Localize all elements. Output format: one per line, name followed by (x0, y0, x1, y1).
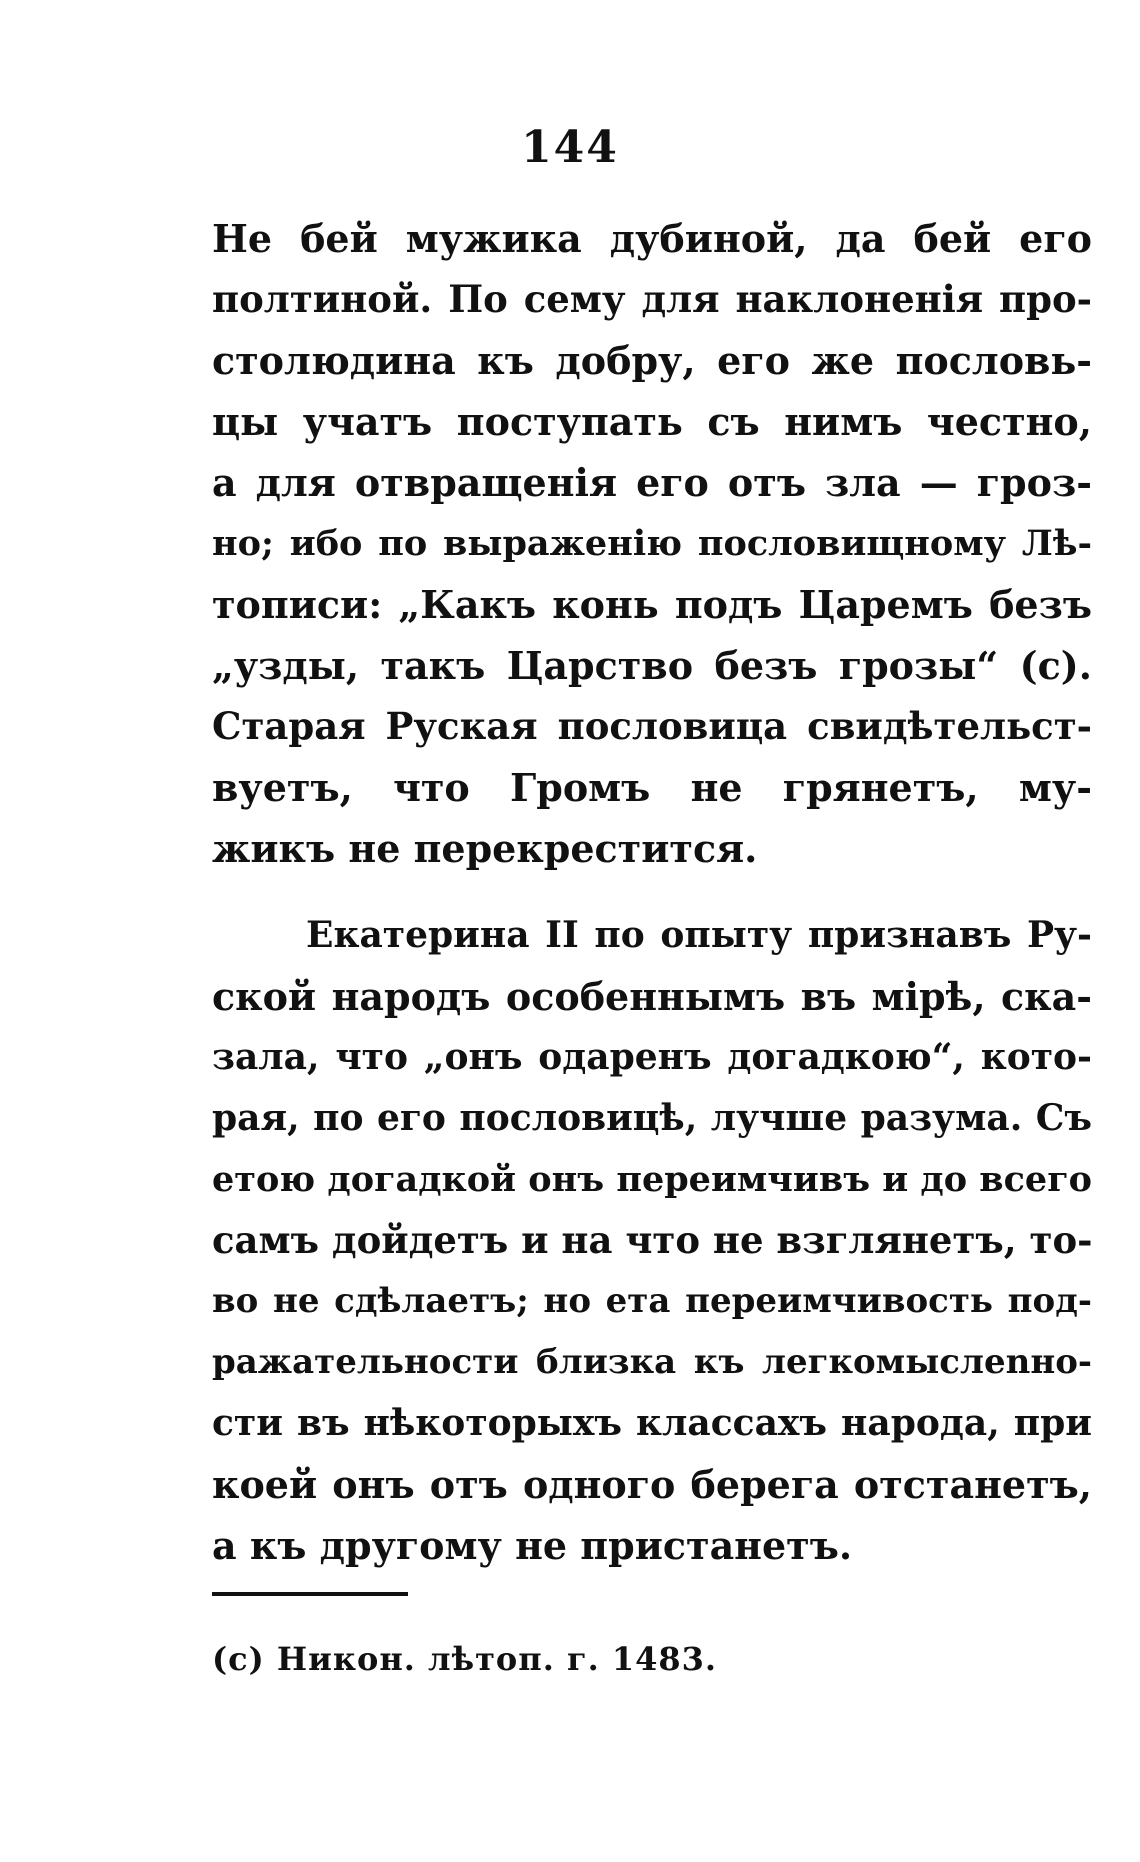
text-line: вуетъ, что Громъ не грянетъ, му- (212, 765, 1092, 810)
text-line: но; ибо по выраженію пословищному Лѣ- (212, 523, 1092, 564)
text-line: етою догадкой онъ переимчивъ и до всего (212, 1159, 1092, 1200)
text-line: Не бей мужика дубиной, да бей его (212, 216, 1092, 261)
text-line: самъ дойдетъ и на что не взглянетъ, то- (212, 1218, 1092, 1262)
paragraph-1 (212, 208, 1092, 879)
text-line: жикъ не перекрестится. (212, 826, 758, 871)
text-line: тописи: „Какъ конь подъ Царемъ безъ (212, 582, 1092, 627)
text-line: „узды, такъ Царство безъ грозы“ (с). (212, 643, 1092, 688)
text-line: цы учатъ поступать съ нимъ честно, (212, 399, 1092, 444)
text-line: ражательности близка къ легкомыслenно- (212, 1342, 1092, 1382)
text-line: сти въ нѣкоторыхъ классахъ народа, при (212, 1402, 1092, 1444)
text-line: коей онъ отъ одного берега отстанетъ, (212, 1462, 1092, 1507)
text-line: зала, что „онъ одаренъ догадкою“, кото- (212, 1036, 1092, 1078)
text-line: полтиной. По сему для наклоненія про- (212, 277, 1092, 321)
paragraph-2 (212, 905, 1092, 1576)
text-line: столюдина къ добру, его же пословь- (212, 338, 1092, 383)
text-line: во не сдѣлаетъ; но ета переимчивость под- (212, 1281, 1092, 1321)
text-line: а для отвращенія его отъ зла — гроз- (212, 460, 1092, 505)
text-line: рая, по его пословицѣ, лучше разума. Съ (212, 1097, 1092, 1139)
footnote: (с) Никон. лѣтоп. г. 1483. (212, 1640, 718, 1678)
page-number: 144 (521, 122, 619, 173)
text-line: ской народъ особеннымъ въ мірѣ, ска- (212, 974, 1092, 1019)
footnote-rule (212, 1592, 408, 1596)
text-line: а къ другому не пристанетъ. (212, 1523, 853, 1568)
text-line: Старая Руская пословица свидѣтельст- (212, 704, 1092, 748)
text-line: Екатерина II по опыту признавъ Ру- (306, 914, 1092, 956)
